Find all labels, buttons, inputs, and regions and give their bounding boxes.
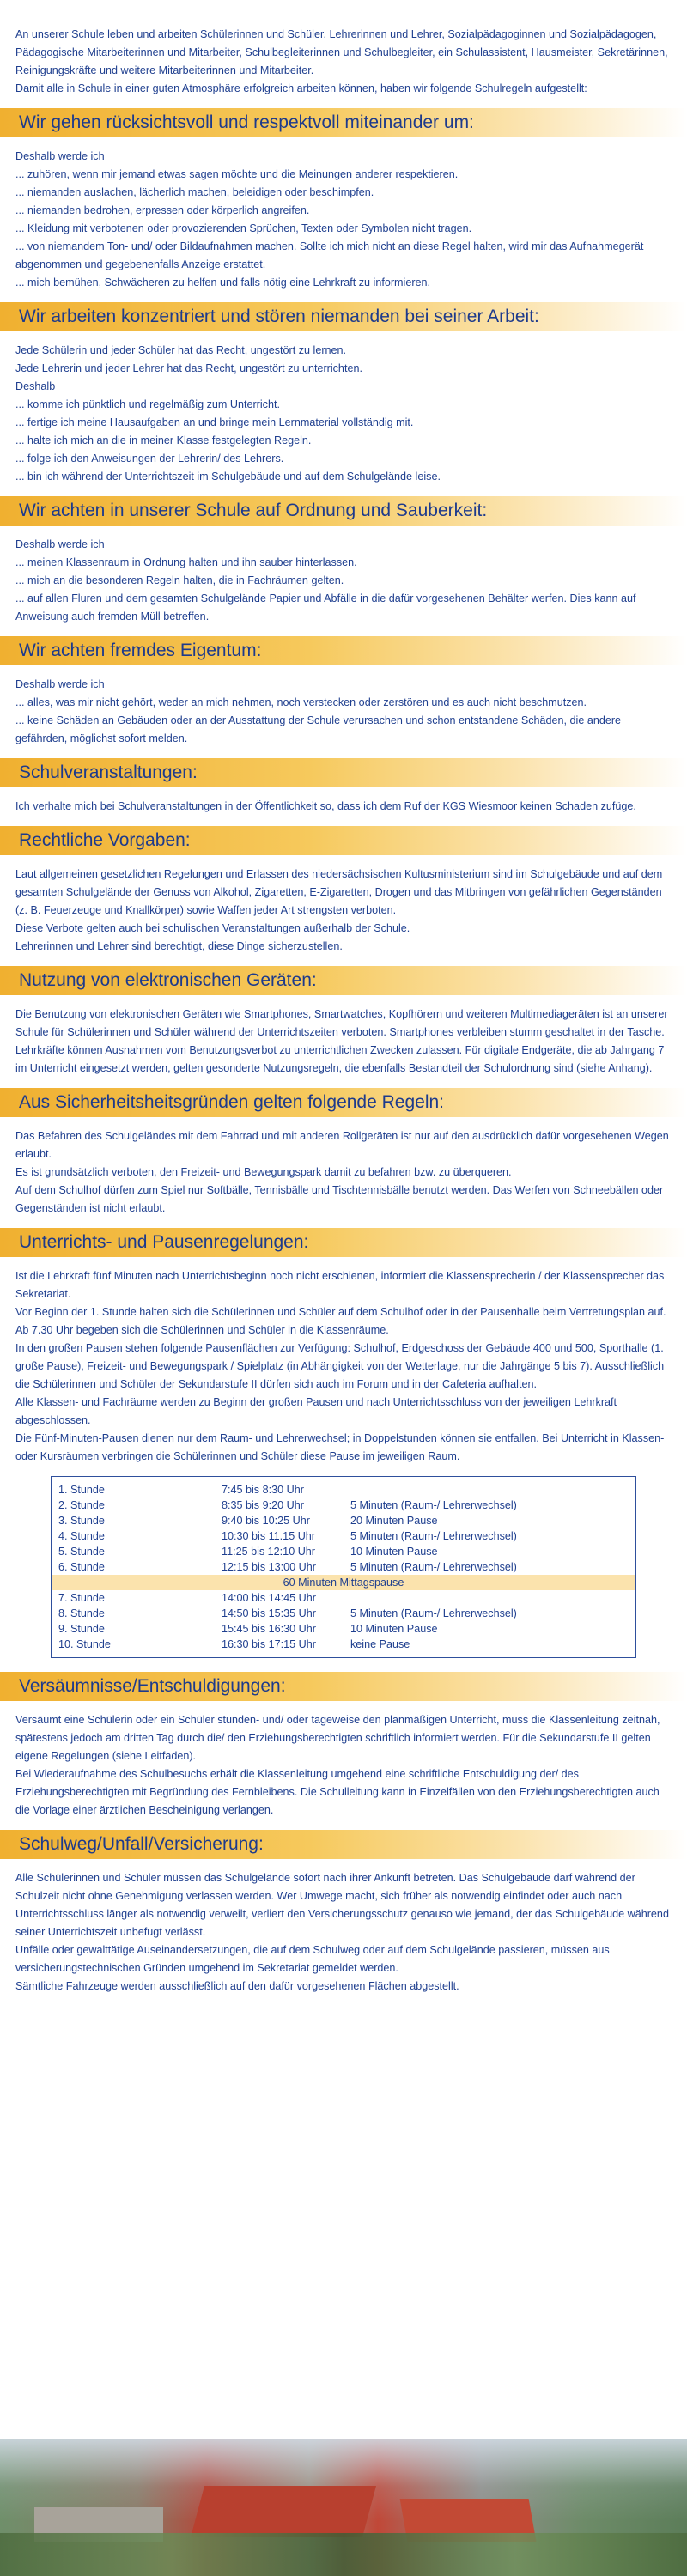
rule-line: ... zuhören, wenn mir jemand etwas sagen möchte und die Meinungen anderer respektieren.: [15, 168, 459, 180]
rule-line: Versäumt eine Schülerin oder ein Schüler stunden- und/ oder tageweise den planmäßigen Unterricht, muss die Klassenleitung zeitnah, spätestens jedoch am dritten Tag durch die/ den Erziehungsberechtigten schriftlich informiert werden. Für die Sekundarstufe II gelten eigene Regelungen (siehe Leitfaden).: [15, 1714, 660, 1762]
break-note: keine Pause: [350, 1638, 410, 1650]
lesson-time: 8:35 bis 9:20 Uhr: [222, 1499, 304, 1511]
section-arbeit: [15, 342, 672, 486]
rule-line: Es ist grundsätzlich verboten, den Freizeit- und Bewegungspark damit zu befahren bzw. zu überqueren.: [15, 1166, 512, 1178]
lesson-time: 11:25 bis 12:10 Uhr: [222, 1546, 315, 1558]
rule-line: Laut allgemeinen gesetzlichen Regelungen und Erlassen des niedersächsischen Kultusministerium sind im Schulgebäude und auf dem gesamten Schulgelände der Genuss von Alkohol, Zigaretten, E-Zigaretten, Drogen und das Mitbringen von gefährlichen Gegenständen (z. B. Feuerzeuge und Knallkörper) sowie Waffen jeder Art strengsten verboten.: [15, 868, 663, 916]
rule-line: Ist die Lehrkraft fünf Minuten nach Unterrichtsbeginn noch nicht erschienen, informiert die Klassensprecherin / der Klassensprecher das Sekretariat.: [15, 1270, 665, 1300]
section-pausen: [15, 1267, 672, 1466]
section-heading-schulweg: Schulweg/Unfall/Versicherung:: [0, 1830, 687, 1859]
lesson-time: 12:15 bis 13:00 Uhr: [222, 1561, 316, 1573]
lesson-time: 16:30 bis 17:15 Uhr: [222, 1638, 316, 1650]
rule-line: Bei Wiederaufnahme des Schulbesuchs erhält die Klassenleitung umgehend eine schriftliche Entschuldigung der/ des Erziehungsberechtigten mit Begründung des Fernbleibens. Die Schulleitung kann in Einzelfällen von den Erziehungsberechtigten auch die Vorlage einer ärztlichen Bescheinigung verlangen.: [15, 1768, 660, 1816]
rule-line: ... komme ich pünktlich und regelmäßig zum Unterricht.: [15, 398, 280, 410]
rule-line: In den großen Pausen stehen folgende Pausenflächen zur Verfügung: Schulhof, Erdgeschoss der Gebäude 400 und 500, Sporthalle (1. große Pause), Freizeit- und Bewegungspark / Spielplatz (in Abhängigkeit von der Wetterlage, nur die Jahrgänge 5 bis 7). Ausschließlich die Schülerinnen und Schüler der Sekundarstufe II dürfen sich auch im Forum und in der Cafeteria aufhalten.: [15, 1342, 665, 1390]
lesson-name: 10. Stunde: [58, 1638, 111, 1650]
rule-line: ... von niemandem Ton- und/ oder Bildaufnahmen machen. Sollte ich mich nicht an diese Regel halten, wird mir das Aufnahmegerät abgenommen und gegebenenfalls Anzeige erstattet.: [15, 240, 644, 270]
lesson-name: 8. Stunde: [58, 1607, 105, 1619]
section-heading-ordnung: Wir achten in unserer Schule auf Ordnung und Sauberkeit:: [0, 496, 687, 526]
section-eigentum: [15, 676, 672, 748]
lesson-time: 15:45 bis 16:30 Uhr: [222, 1623, 316, 1635]
rule-line: Die Benutzung von elektronischen Geräten wie Smartphones, Smartwatches, Kopfhörern und weiteren Multimediageräten ist an unserer Schule für Schülerinnen und Schüler während der Unterrichtszeiten verboten. Smartphones verbleiben stumm geschaltet in der Tasche. Lehrkräfte können Ausnahmen vom Benutzungsverbot zu unterrichtlichen Zwecken zulassen. Für digitale Endgeräte, die ab Jahrgang 7 im Unterricht eingesetzt werden, gelten gesonderte Nutzungsregeln, die ebenfalls Bestandteil der Schulordnung sind (siehe Anhang).: [15, 1008, 668, 1074]
school-aerial-photo: [0, 2439, 687, 2576]
intro-paragraph: Damit alle in Schule in einer guten Atmosphäre erfolgreich arbeiten können, haben wir folgende Schulregeln aufgestellt:: [15, 82, 587, 94]
rule-line: Alle Klassen- und Fachräume werden zu Beginn der großen Pausen und nach Unterrichtsschluss von der jeweiligen Lehrkraft abgeschlossen.: [15, 1396, 617, 1426]
rule-line: Das Befahren des Schulgeländes mit dem Fahrrad und mit anderen Rollgeräten ist nur auf den ausdrücklich dafür vorgesehenen Wegen erlaubt.: [15, 1130, 669, 1160]
lesson-time: 14:00 bis 14:45 Uhr: [222, 1592, 316, 1604]
rule-line: Sämtliche Fahrzeuge werden ausschließlich auf den dafür vorgesehenen Flächen abgestellt.: [15, 1980, 459, 1992]
section-heading-recht: Rechtliche Vorgaben:: [0, 826, 687, 855]
rule-line: ... Kleidung mit verbotenen oder provozierenden Sprüchen, Texten oder Symbolen nicht tragen.: [15, 222, 472, 234]
lesson-name: 9. Stunde: [58, 1623, 105, 1635]
section-heading-respekt: Wir gehen rücksichtsvoll und respektvoll miteinander um:: [0, 108, 687, 137]
lesson-name: 4. Stunde: [58, 1530, 105, 1542]
break-note: 20 Minuten Pause: [350, 1515, 438, 1527]
break-note: [350, 1482, 635, 1498]
rule-line: Deshalb werde ich: [15, 538, 105, 550]
rule-line: ... niemanden bedrohen, erpressen oder körperlich angreifen.: [15, 204, 310, 216]
schedule-row: [52, 1590, 635, 1606]
section-heading-geraete: Nutzung von elektronischen Geräten:: [0, 966, 687, 995]
section-ordnung: [15, 536, 672, 626]
rule-line: ... auf allen Fluren und dem gesamten Schulgelände Papier und Abfälle in die dafür vorgesehenen Behälter werfen. Dies kann auf Anweisung auch fremden Müll betreffen.: [15, 592, 636, 623]
schedule-row: [52, 1544, 635, 1559]
lesson-time: 7:45 bis 8:30 Uhr: [222, 1484, 304, 1496]
rule-line: Alle Schülerinnen und Schüler müssen das Schulgelände sofort nach ihrer Ankunft betreten. Das Schulgebäude darf während der Schulzeit nicht ohne Genehmigung verlassen werden. Wer Umwege macht, sich früher als notwendig einfindet oder auch nach Unterrichtsschluss länger als notwendig verweilt, verliert den Versicherungsschutz genauso wie jemand, der das Schulgebäude während seiner Unterrichtszeit unbefugt verlässt.: [15, 1872, 669, 1938]
rule-line: Diese Verbote gelten auch bei schulischen Veranstaltungen außerhalb der Schule.: [15, 922, 410, 934]
section-heading-pausen: Unterrichts- und Pausenregelungen:: [0, 1228, 687, 1257]
rule-line: ... bin ich während der Unterrichtszeit im Schulgebäude und auf dem Schulgelände leise.: [15, 471, 441, 483]
lesson-name: 7. Stunde: [58, 1592, 105, 1604]
rule-line: Unfälle oder gewalttätige Auseinandersetzungen, die auf dem Schulweg oder auf dem Schulgelände passieren, müssen aus versicherungstechnischen Gründen umgehend im Sekretariat gemeldet werden.: [15, 1944, 610, 1974]
section-sicherheit: [15, 1127, 672, 1218]
rule-line: Deshalb: [15, 380, 56, 392]
section-geraete: [15, 1005, 672, 1078]
section-respekt: [15, 148, 672, 292]
rule-line: Jede Schülerin und jeder Schüler hat das Recht, ungestört zu lernen.: [15, 344, 347, 356]
lesson-time: 10:30 bis 11.15 Uhr: [222, 1530, 315, 1542]
lunch-break-label: 60 Minuten Mittagspause: [283, 1577, 404, 1589]
intro-paragraph: An unserer Schule leben und arbeiten Schülerinnen und Schüler, Lehrerinnen und Lehrer, Sozialpädagoginnen und Sozialpädagogen, Pädagogische Mitarbeiterinnen und Mitarbeiter, Schulbegleiterinnen und Schulbegleiter, ein Schulassistent, Hausmeister, Sekretärinnen, Reinigungskräfte und weitere Mitarbeiterinnen und Mitarbeiter.: [15, 28, 668, 76]
break-note: 5 Minuten (Raum-/ Lehrerwechsel): [350, 1530, 517, 1542]
rule-line: ... folge ich den Anweisungen der Lehrerin/ des Lehrers.: [15, 453, 284, 465]
rule-line: ... niemanden auslachen, lächerlich machen, beleidigen oder beschimpfen.: [15, 186, 374, 198]
lesson-name: 3. Stunde: [58, 1515, 105, 1527]
lesson-schedule-table: [51, 1476, 636, 1658]
schedule-row: [52, 1482, 635, 1498]
rule-line: ... halte ich mich an die in meiner Klasse festgelegten Regeln.: [15, 434, 312, 447]
rule-line: ... keine Schäden an Gebäuden oder an der Ausstattung der Schule verursachen und schon entstandene Schäden, die andere gefährden, möglichst sofort melden.: [15, 714, 622, 744]
rule-line: ... fertige ich meine Hausaufgaben an und bringe mein Lernmaterial vollständig mit.: [15, 416, 414, 428]
lunch-break-row: [52, 1575, 635, 1590]
rule-line: ... mich bemühen, Schwächeren zu helfen und falls nötig eine Lehrkraft zu informieren.: [15, 276, 431, 289]
rule-line: Ich verhalte mich bei Schulveranstaltungen in der Öffentlichkeit so, dass ich dem Ruf der KGS Wiesmoor keinen Schaden zufüge.: [15, 800, 636, 812]
section-recht: [15, 866, 672, 956]
break-note: 5 Minuten (Raum-/ Lehrerwechsel): [350, 1561, 517, 1573]
section-versaeumnisse: [15, 1711, 672, 1820]
schedule-row: [52, 1606, 635, 1621]
lesson-name: 6. Stunde: [58, 1561, 105, 1573]
building-roof-shape: [191, 2486, 376, 2537]
rule-line: Auf dem Schulhof dürfen zum Spiel nur Softbälle, Tennisbälle und Tischtennisbälle benutzt werden. Das Werfen von Schneebällen oder Gegenständen ist nicht erlaubt.: [15, 1184, 664, 1214]
break-note: 5 Minuten (Raum-/ Lehrerwechsel): [350, 1499, 517, 1511]
section-heading-eigentum: Wir achten fremdes Eigentum:: [0, 636, 687, 665]
rule-line: Lehrerinnen und Lehrer sind berechtigt, diese Dinge sicherzustellen.: [15, 940, 343, 952]
break-note: 5 Minuten (Raum-/ Lehrerwechsel): [350, 1607, 517, 1619]
rule-line: Deshalb werde ich: [15, 678, 105, 690]
lesson-name: 5. Stunde: [58, 1546, 105, 1558]
section-heading-versaeumnisse: Versäumnisse/Entschuldigungen:: [0, 1672, 687, 1701]
section-schulweg: [15, 1869, 672, 1996]
lesson-time: 9:40 bis 10:25 Uhr: [222, 1515, 310, 1527]
rule-line: Die Fünf-Minuten-Pausen dienen nur dem Raum- und Lehrerwechsel; in Doppelstunden können sie entfallen. Bei Unterricht in Klassen- oder Kursräumen verbringen die Schülerinnen und Schüler diese Pause im jeweiligen Raum.: [15, 1432, 665, 1462]
trees-shape: [0, 2533, 687, 2576]
schedule-row: [52, 1528, 635, 1544]
lesson-time: 14:50 bis 15:35 Uhr: [222, 1607, 316, 1619]
section-heading-arbeit: Wir arbeiten konzentriert und stören niemanden bei seiner Arbeit:: [0, 302, 687, 331]
section-veranstaltungen: [15, 798, 672, 816]
intro: [15, 26, 672, 98]
section-heading-veranstaltungen: Schulveranstaltungen:: [0, 758, 687, 787]
rule-line: ... mich an die besonderen Regeln halten, die in Fachräumen gelten.: [15, 574, 344, 586]
lesson-name: 2. Stunde: [58, 1499, 105, 1511]
schedule-row: [52, 1559, 635, 1575]
schedule-row: [52, 1637, 635, 1652]
break-note: 10 Minuten Pause: [350, 1546, 438, 1558]
lesson-name: 1. Stunde: [58, 1484, 105, 1496]
schedule-row: [52, 1513, 635, 1528]
rule-line: Deshalb werde ich: [15, 150, 105, 162]
rule-line: ... meinen Klassenraum in Ordnung halten und ihn sauber hinterlassen.: [15, 556, 357, 568]
break-note: [350, 1590, 635, 1606]
rule-line: Vor Beginn der 1. Stunde halten sich die Schülerinnen und Schüler auf dem Schulhof oder in der Pausenhalle beim Vertretungsplan auf. Ab 7.30 Uhr begeben sich die Schülerinnen und Schüler in die Klassenräume.: [15, 1306, 666, 1336]
rule-line: ... alles, was mir nicht gehört, weder an mich nehmen, noch verstecken oder zerstören und es auch nicht beschmutzen.: [15, 696, 587, 708]
break-note: 10 Minuten Pause: [350, 1623, 438, 1635]
rule-line: Jede Lehrerin und jeder Lehrer hat das Recht, ungestört zu unterrichten.: [15, 362, 362, 374]
section-heading-sicherheit: Aus Sicherheitsheitsgründen gelten folgende Regeln:: [0, 1088, 687, 1117]
schedule-row: [52, 1498, 635, 1513]
schedule-row: [52, 1621, 635, 1637]
